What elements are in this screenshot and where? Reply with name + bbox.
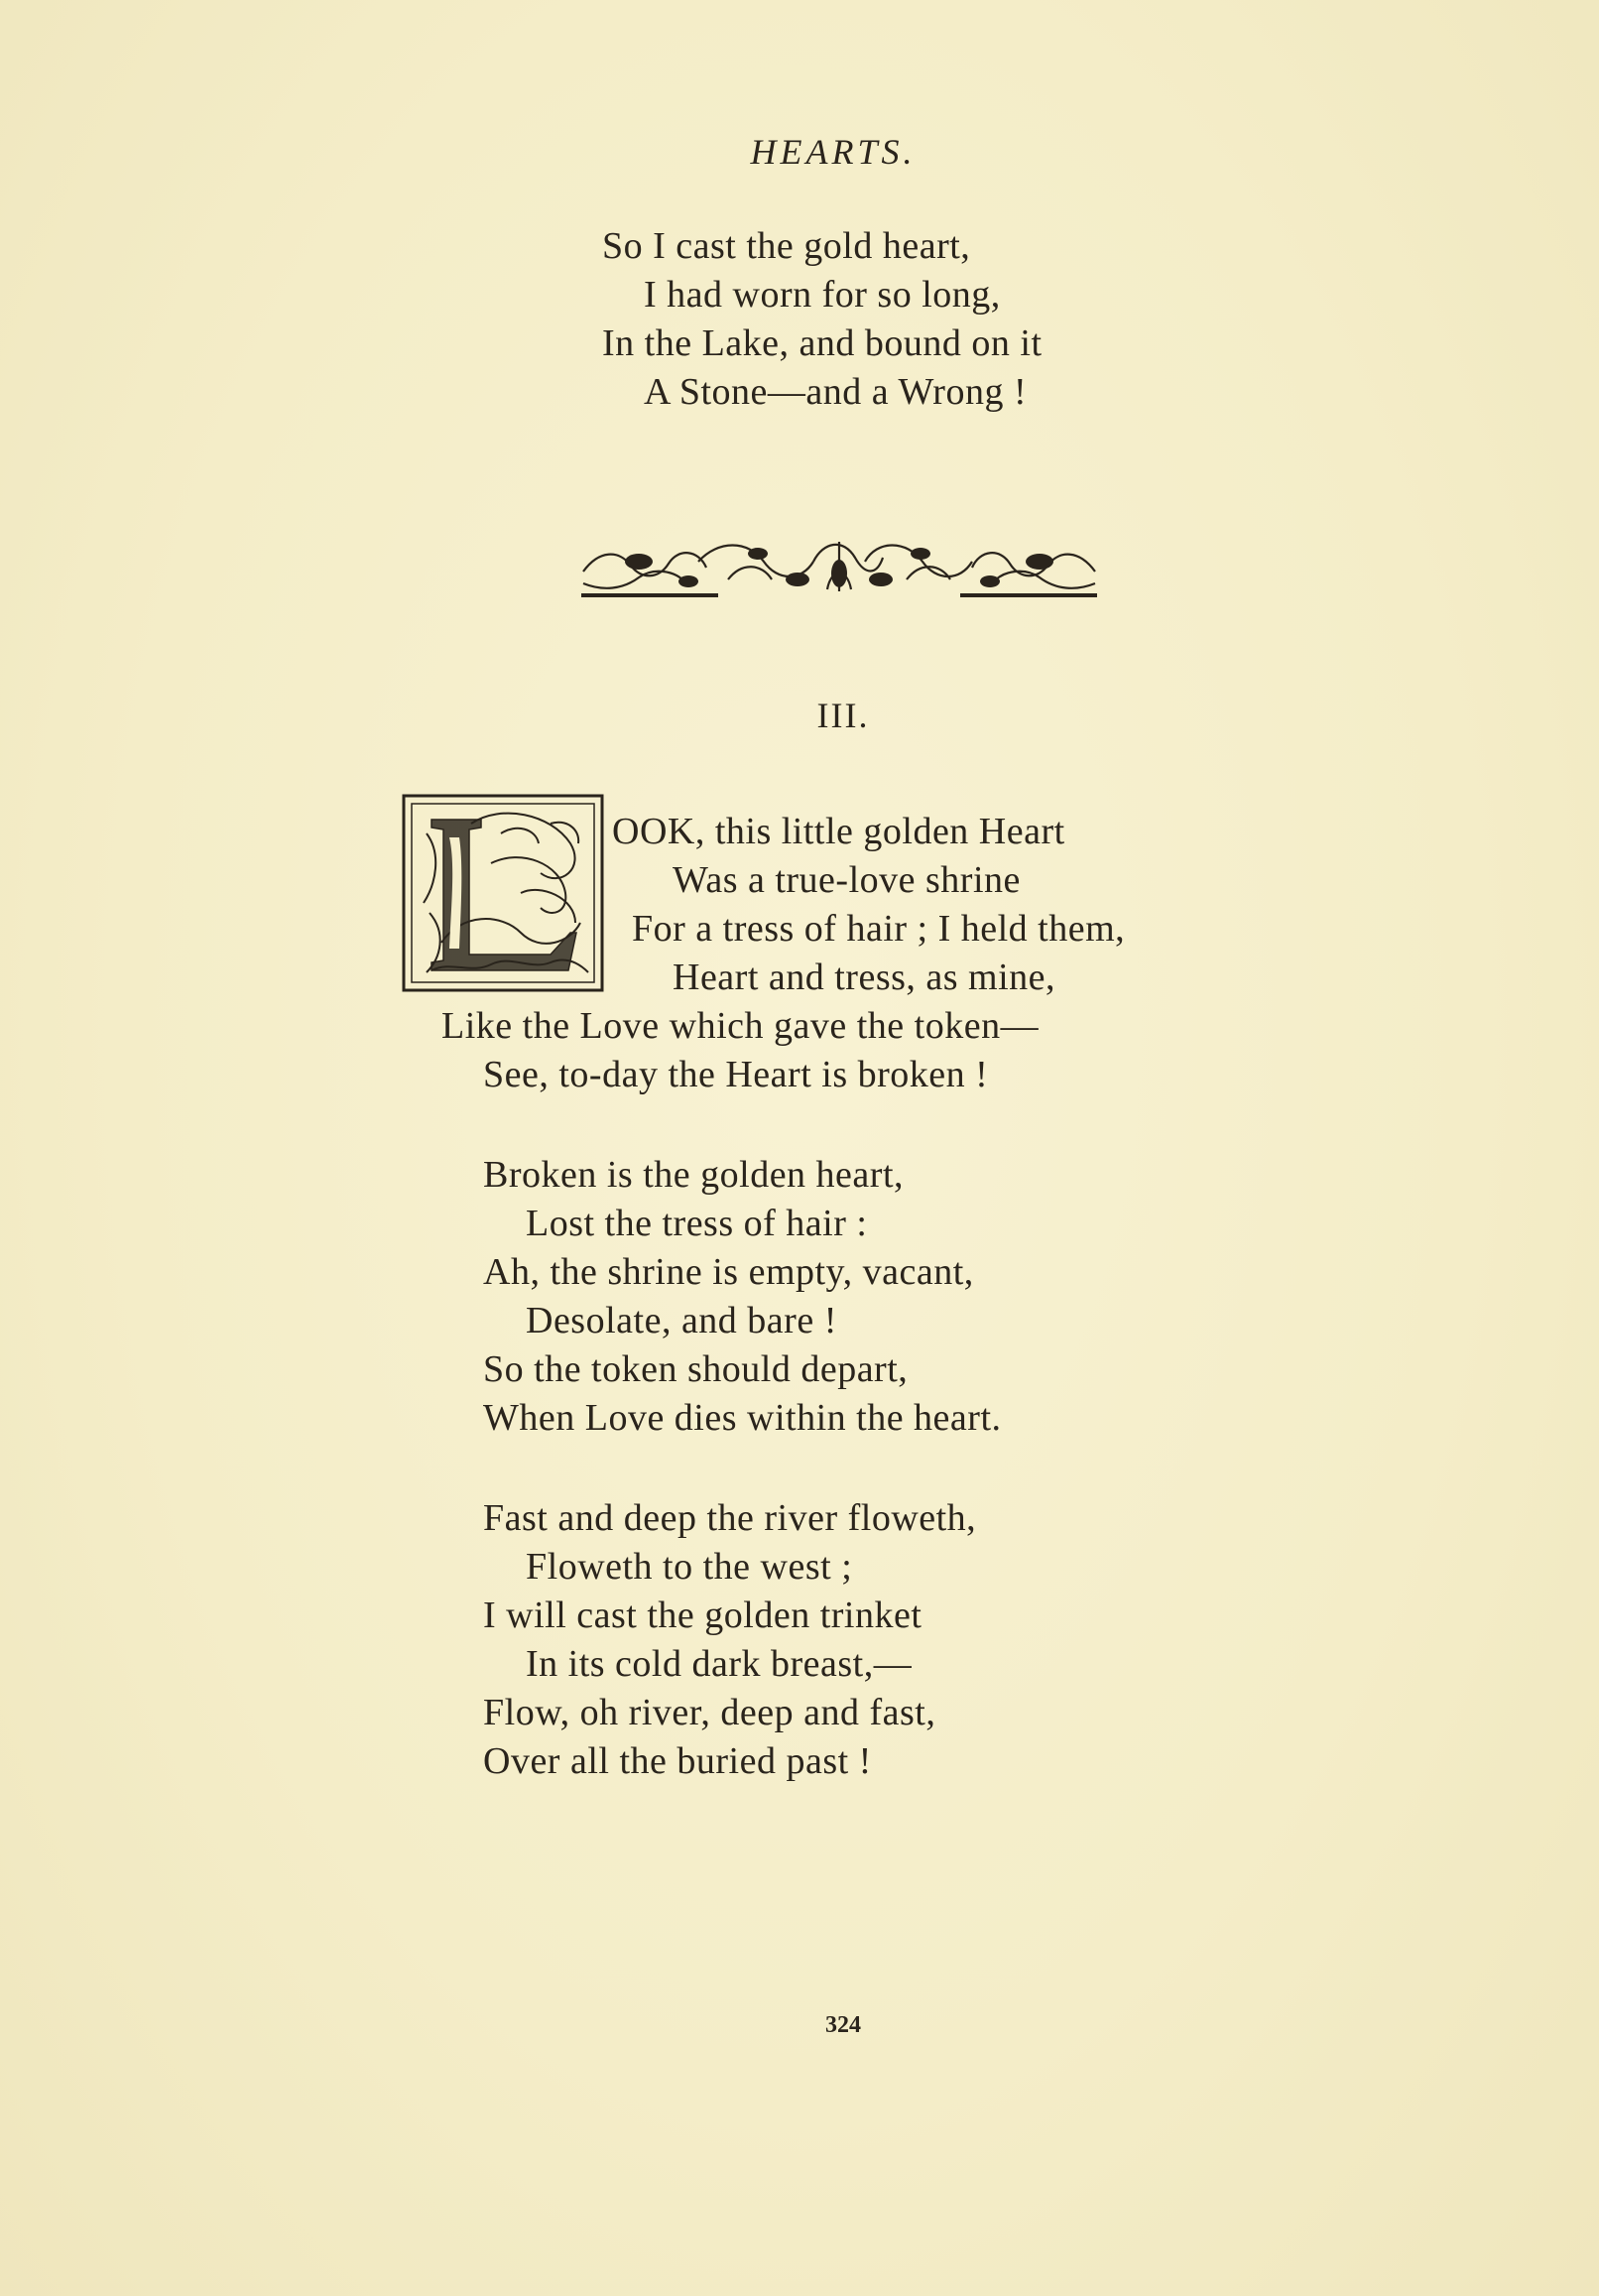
poem-line: Fast and deep the river floweth, [483,1497,977,1539]
poem-line: Broken is the golden heart, [483,1154,905,1196]
decorated-initial-l [402,794,604,992]
poem-line: Over all the buried past ! [483,1740,872,1782]
poem-line: Desolate, and bare ! [526,1300,837,1341]
poem-line: In the Lake, and bound on it [602,322,1043,364]
poem-line: Floweth to the west ; [526,1546,853,1588]
poem-line: Lost the tress of hair : [526,1203,868,1244]
poem-line: For a tress of hair ; I held them, [632,908,1126,950]
poem-line: When Love dies within the heart. [483,1397,1002,1439]
poem-line: Like the Love which gave the token— [441,1005,1040,1047]
poem-line: Flow, oh river, deep and fast, [483,1692,936,1733]
poem-line: So I cast the gold heart, [602,225,971,267]
poem-line: Heart and tress, as mine, [673,957,1056,998]
poem-line: Ah, the shrine is empty, vacant, [483,1251,974,1293]
poem-line: See, to-day the Heart is broken ! [483,1054,989,1095]
poem-line: I had worn for so long, [644,274,1001,316]
section-number: III. [816,696,870,735]
ornament-divider [579,532,1099,601]
poem-line: A Stone—and a Wrong ! [644,371,1028,413]
page-number: 324 [825,2012,861,2038]
poem-line: OOK, this little golden Heart [612,811,1065,852]
running-head: HEARTS. [750,132,917,172]
poem-line: I will cast the golden trinket [483,1594,922,1636]
poem-line: Was a true-love shrine [673,859,1021,901]
poem-line: In its cold dark breast,— [526,1643,913,1685]
poem-line: So the token should depart, [483,1348,909,1390]
